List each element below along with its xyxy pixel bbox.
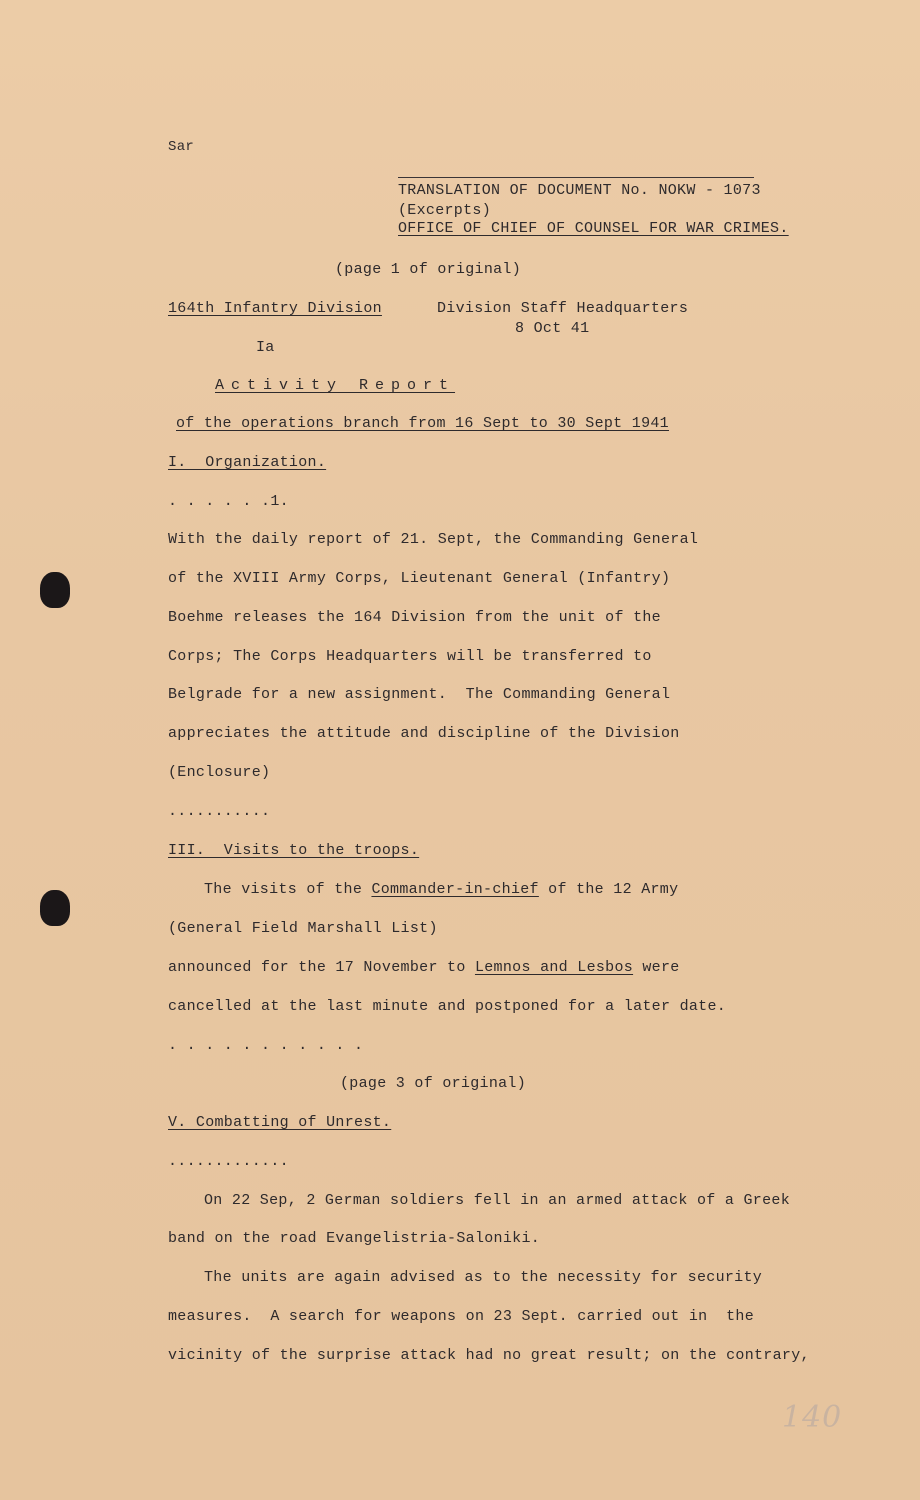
division-name: 164th Infantry Division [168, 300, 382, 317]
section-3-line-4: cancelled at the last minute and postponed for a later date. [168, 998, 727, 1015]
report-subtitle: of the operations branch from 16 Sept to 30 Sept 1941 [176, 415, 669, 432]
section-code: Ia [256, 339, 275, 356]
section-1-line: appreciates the attitude and discipline of the Division [168, 725, 680, 742]
section-5-line: The units are again advised as to the necessity for security [204, 1269, 763, 1286]
report-date: 8 Oct 41 [515, 320, 590, 337]
section-1-dots: . . . . . .1. [168, 493, 289, 510]
section-3-heading: III. Visits to the troops. [168, 842, 420, 859]
section-3-line-1-post: of the 12 Army [538, 881, 679, 898]
page-ref-1: (page 1 of original) [335, 261, 522, 278]
header-line-1: TRANSLATION OF DOCUMENT No. NOKW - 1073 [398, 182, 761, 199]
section-1-line: Boehme releases the 164 Division from the unit of the [168, 609, 661, 626]
header-line-3: OFFICE OF CHIEF OF COUNSEL FOR WAR CRIMES. [398, 220, 789, 237]
section-1-line: With the daily report of 21. Sept, the Commanding General [168, 531, 699, 548]
section-3-line-2: (General Field Marshall List) [168, 920, 438, 937]
section-5-line: measures. A search for weapons on 23 Sept. carried out in the [168, 1308, 754, 1325]
page-ref-3: (page 3 of original) [340, 1075, 527, 1092]
section-5-line: On 22 Sep, 2 German soldiers fell in an armed attack of a Greek [204, 1192, 790, 1209]
report-title: Activity Report [215, 377, 456, 394]
section-3-dots: . . . . . . . . . . . [168, 1037, 364, 1054]
section-3-line-3-underlined: Lemnos and Lesbos [474, 959, 634, 976]
punch-hole-top [40, 572, 70, 608]
section-1-line: Corps; The Corps Headquarters will be transferred to [168, 648, 652, 665]
section-1-heading: I. Organization. [168, 454, 327, 471]
section-5-line: vicinity of the surprise attack had no great result; on the contrary, [168, 1347, 810, 1364]
section-5-heading: V. Combatting of Unrest. [168, 1114, 392, 1131]
section-5-dots: ............. [168, 1153, 289, 1170]
header-line-2: (Excerpts) [398, 202, 492, 219]
page-number: 140 [782, 1400, 843, 1435]
section-3-line-3 [168, 959, 680, 977]
punch-hole-bottom [40, 890, 70, 926]
section-1-line: of the XVIII Army Corps, Lieutenant General (Infantry) [168, 570, 671, 587]
section-5-line: band on the road Evangelistria-Saloniki. [168, 1230, 541, 1247]
section-3-line-3-post: were [633, 959, 680, 976]
section-1-dots-end: ........... [168, 803, 271, 820]
section-1-line: Belgrade for a new assignment. The Commanding General [168, 686, 671, 703]
section-1-line: (Enclosure) [168, 764, 271, 781]
section-3-line-3-pre: announced for the 17 November to [168, 959, 475, 976]
corner-mark: Sar [168, 139, 195, 155]
section-3-line-1 [204, 881, 678, 899]
header-top-rule [398, 177, 754, 178]
hq-name: Division Staff Headquarters [437, 300, 689, 317]
section-3-line-1-pre: The visits of the [204, 881, 372, 898]
section-3-line-1-underlined: Commander-in-chief [371, 881, 539, 898]
